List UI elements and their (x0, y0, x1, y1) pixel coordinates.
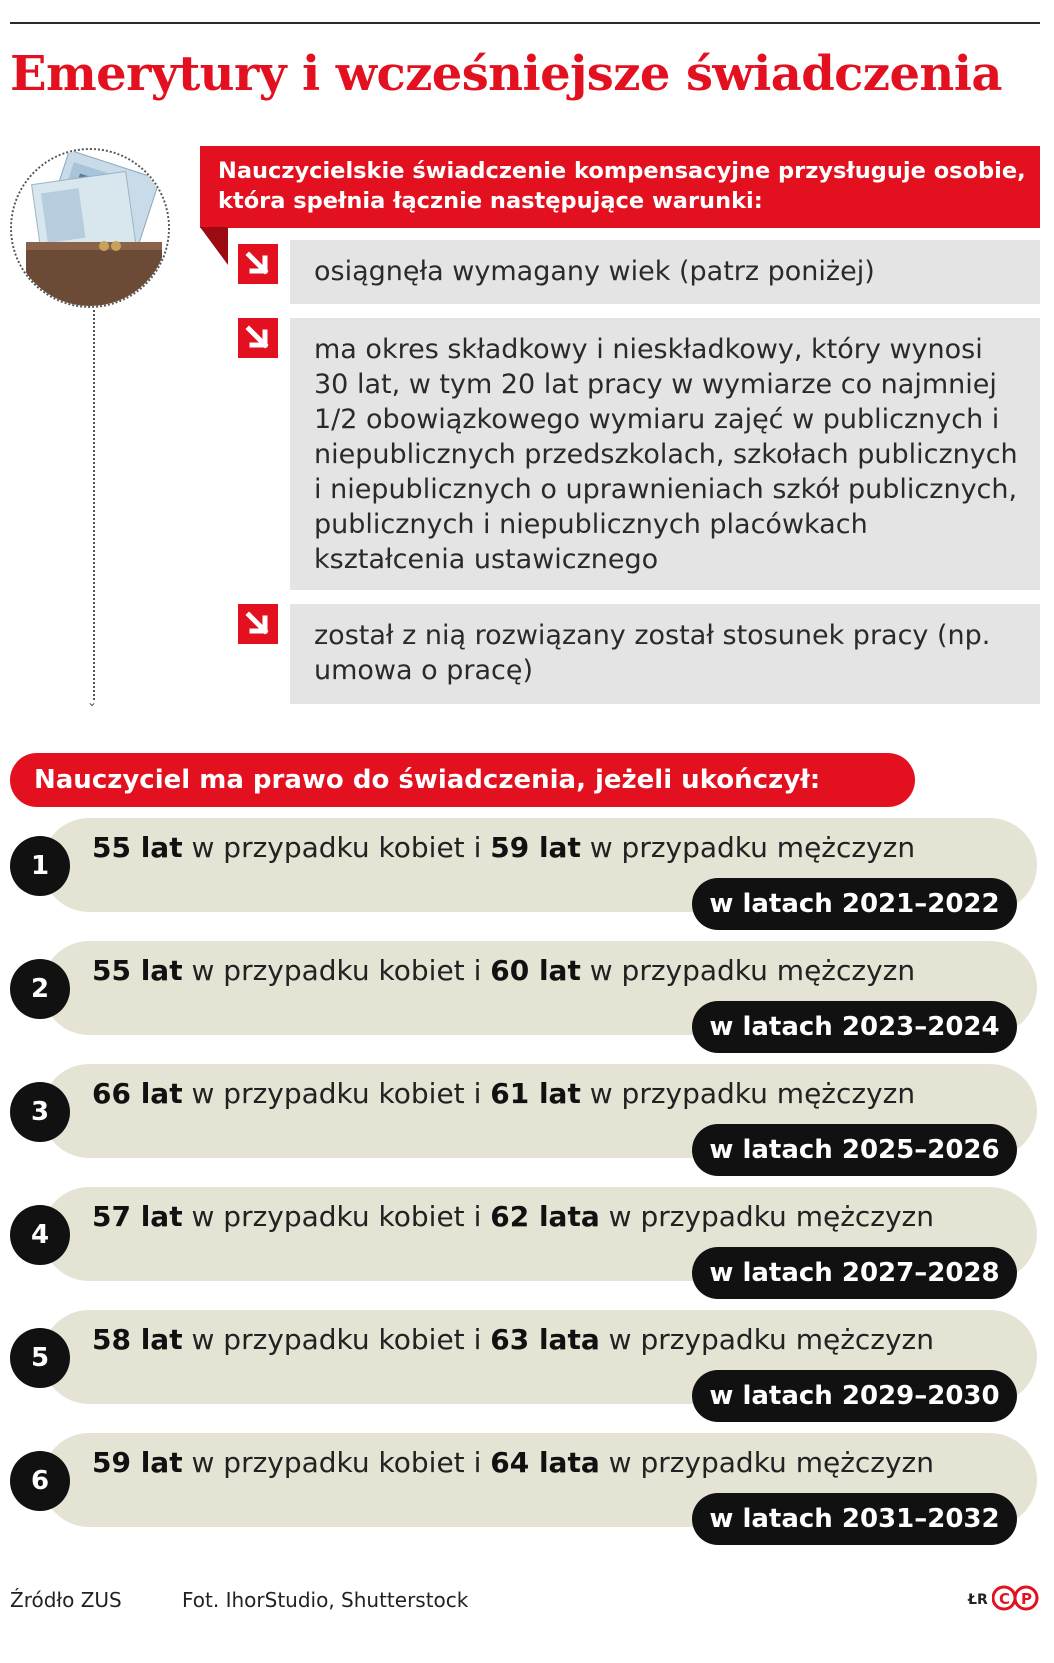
row-number: 6 (10, 1451, 70, 1511)
years-badge: w latach 2021–2022 (692, 878, 1017, 930)
entitlement-header-text: Nauczyciel ma prawo do świadczenia, jeżeli ukończył: (34, 765, 821, 795)
row-number: 3 (10, 1082, 70, 1142)
years-badge: w latach 2029–2030 (692, 1370, 1017, 1422)
publisher-logo-icon (992, 1584, 1040, 1612)
years-badge: w latach 2023–2024 (692, 1001, 1017, 1053)
logo-lettering: C (999, 1590, 1011, 1608)
entitlement-header (10, 753, 915, 807)
condition-item (290, 604, 1040, 704)
condition-text: osiągnęła wymagany wiek (patrz poniżej) (314, 256, 875, 287)
intro-box (200, 146, 1040, 228)
row-number: 1 (10, 836, 70, 896)
source-credit: Źródło ZUS (10, 1588, 122, 1612)
row-text: 66 lat w przypadku kobiet i 61 lat w przypadku mężczyzn (92, 1077, 916, 1110)
arrow-down-right-icon (238, 318, 278, 358)
arrow-down-right-icon (238, 244, 278, 284)
years-badge: w latach 2025–2026 (692, 1124, 1017, 1176)
row-number: 5 (10, 1328, 70, 1388)
row-number: 4 (10, 1205, 70, 1265)
arrow-down-right-icon (238, 604, 278, 644)
wallet-money-photo (10, 148, 170, 308)
row-text: 55 lat w przypadku kobiet i 60 lat w przypadku mężczyzn (92, 954, 916, 987)
wallet-money-illustration (12, 150, 168, 306)
publisher-logo (992, 1584, 1040, 1612)
condition-item (290, 318, 1040, 590)
row-text: 59 lat w przypadku kobiet i 64 lata w przypadku mężczyzn (92, 1446, 935, 1479)
connector-end-icon: ⌄ (87, 695, 98, 709)
row-number: 2 (10, 959, 70, 1019)
top-rule (10, 22, 1040, 24)
years-badge: w latach 2031–2032 (692, 1493, 1017, 1545)
author-initials: ŁR (968, 1592, 988, 1608)
row-text: 58 lat w przypadku kobiet i 63 lata w przypadku mężczyzn (92, 1323, 935, 1356)
row-text: 57 lat w przypadku kobiet i 62 lata w przypadku mężczyzn (92, 1200, 935, 1233)
intro-box-tail (200, 227, 228, 265)
years-badge: w latach 2027–2028 (692, 1247, 1017, 1299)
condition-text: ma okres składkowy i nieskładkowy, który wynosi 30 lat, w tym 20 lat pracy w wymiarze co najmniej 1/2 obowiązkowego wymiaru zajęć w publicznych i niepublicznych przedszkolach, szkołach publicznych i niepublicznych o uprawnieniach szkół publicznych, publicznych i niepublicznych placówkach kształcenia ustawicznego (314, 334, 1018, 575)
page-title: Emerytury i wcześniejsze świadczenia (10, 46, 1002, 102)
condition-text: został z nią rozwiązany został stosunek pracy (np. umowa o pracę) (314, 620, 991, 686)
photo-credit: Fot. IhorStudio, Shutterstock (182, 1588, 469, 1612)
condition-item (290, 240, 1040, 304)
row-text: 55 lat w przypadku kobiet i 59 lat w przypadku mężczyzn (92, 831, 916, 864)
dotted-connector (93, 310, 95, 700)
intro-text: Nauczycielskie świadczenie kompensacyjne przysługuje osobie, która spełnia łącznie następujące warunki: (218, 158, 1026, 214)
logo-lettering: P (1021, 1590, 1032, 1608)
